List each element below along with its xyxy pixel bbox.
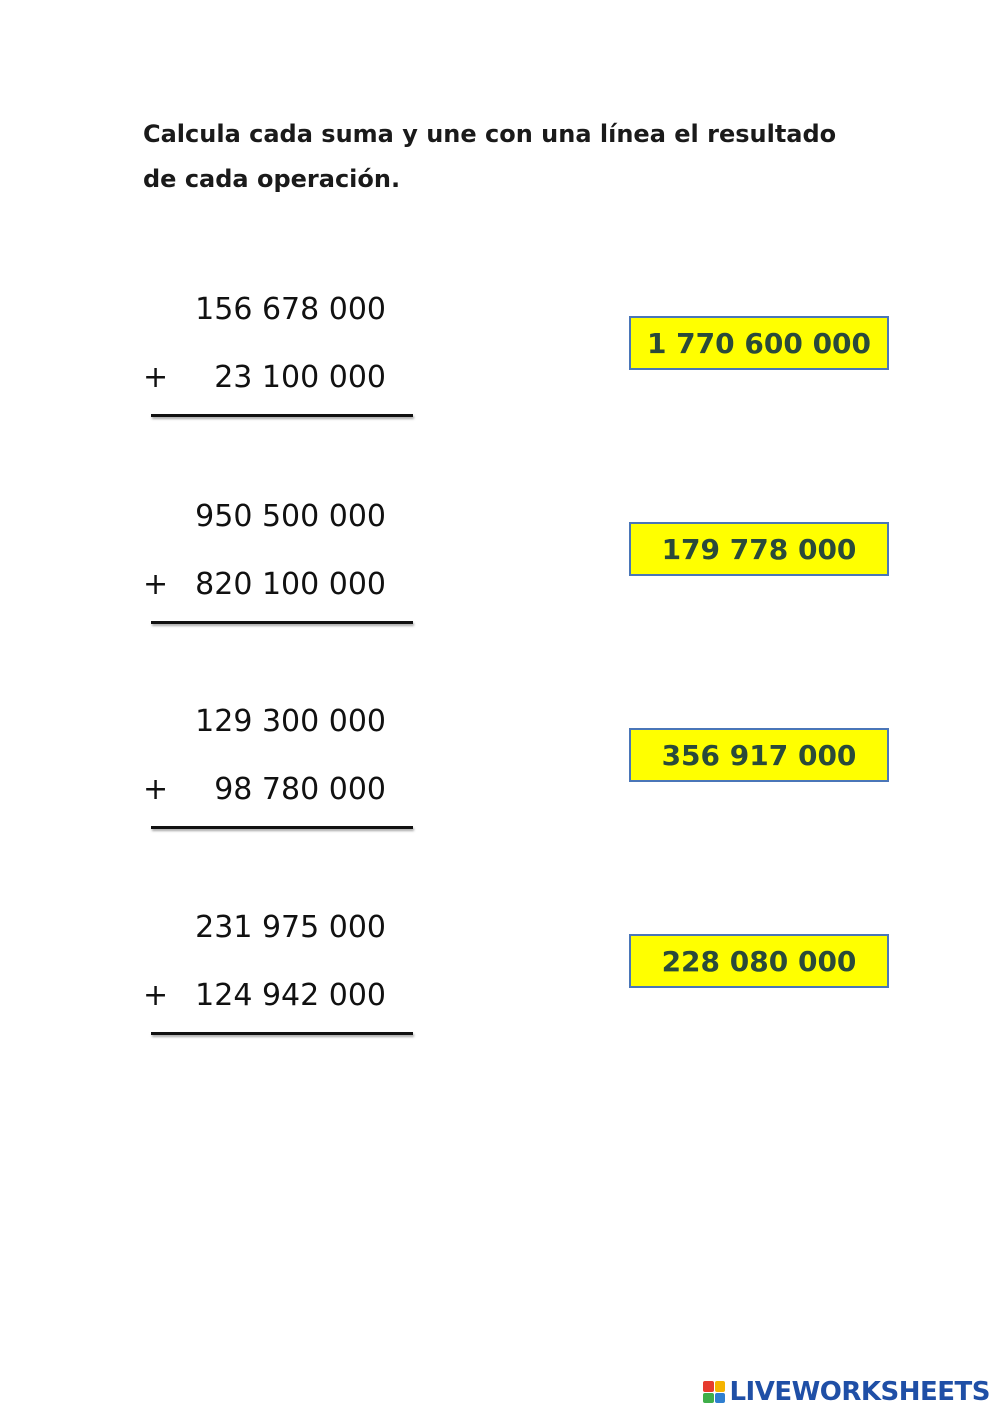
result-box[interactable]: 179 778 000: [629, 522, 889, 576]
addition-operation: [140, 910, 420, 1060]
plus-sign: +: [143, 772, 169, 807]
addend-bottom: 98 780 000: [214, 772, 386, 807]
addend-top: 231 975 000: [195, 910, 386, 945]
result-box[interactable]: 356 917 000: [629, 728, 889, 782]
addition-operation: [140, 704, 420, 854]
result-box[interactable]: 1 770 600 000: [629, 316, 889, 370]
plus-sign: +: [143, 978, 169, 1013]
addend-top: 129 300 000: [195, 704, 386, 739]
addend-top: 156 678 000: [195, 292, 386, 327]
result-box[interactable]: 228 080 000: [629, 934, 889, 988]
addend-bottom: 820 100 000: [195, 567, 386, 602]
addend-bottom: 124 942 000: [195, 978, 386, 1013]
liveworksheets-logo-icon: [703, 1381, 725, 1403]
logo-text: LIVEWORKSHEETS: [729, 1377, 990, 1407]
liveworksheets-logo: [703, 1377, 990, 1407]
addend-top: 950 500 000: [195, 499, 386, 534]
plus-sign: +: [143, 360, 169, 395]
sum-line: [151, 414, 413, 417]
sum-line: [151, 621, 413, 624]
sum-line: [151, 1032, 413, 1035]
addition-operation: [140, 499, 420, 649]
plus-sign: +: [143, 567, 169, 602]
addition-operation: [140, 292, 420, 442]
addend-bottom: 23 100 000: [214, 360, 386, 395]
sum-line: [151, 826, 413, 829]
instructions-text: Calcula cada suma y une con una línea el resultado de cada operación.: [143, 120, 837, 193]
